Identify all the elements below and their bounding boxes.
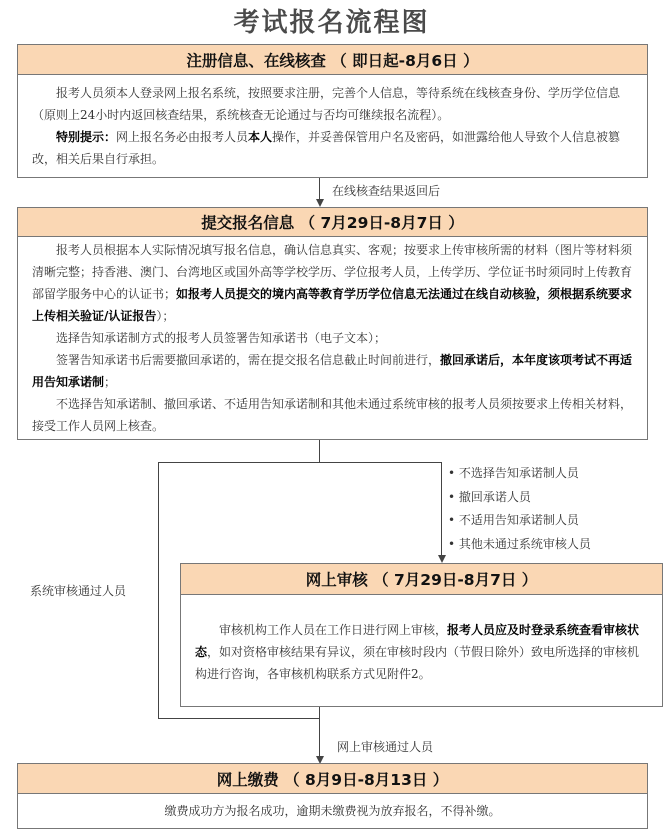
arrow-3-line	[319, 707, 320, 757]
special-note-bold: 本人	[248, 130, 273, 144]
step-payment-paragraph: 缴费成功方为报名成功，逾期未缴费视为放弃报名，不得补缴。	[164, 804, 501, 818]
arrow-1-line	[319, 178, 320, 200]
step-submit-header: 提交报名信息 （ 7月29日-8月7日 ）	[18, 208, 647, 237]
review-bold: 报考人员应及时登录系统查看审核状态	[195, 623, 640, 659]
submit-p3-end: ；	[104, 375, 117, 389]
branch-item: • 不选择告知承诺制人员	[448, 466, 579, 480]
step-submit-box	[17, 207, 648, 440]
step-register-special-note	[32, 126, 633, 170]
step-review-body	[181, 595, 662, 685]
page-title: 考试报名流程图	[233, 8, 430, 38]
branch-arrow-head	[438, 555, 446, 563]
step-review-header: 网上审核 （ 7月29日-8月7日 ）	[181, 564, 662, 595]
connector-left-vertical	[158, 462, 159, 719]
connector-left-bottom	[158, 718, 319, 719]
branch-list	[448, 462, 591, 556]
submit-p1-end: ）；	[156, 309, 175, 323]
step-submit-paragraph-1	[32, 239, 633, 327]
step-submit-paragraph-3	[32, 349, 633, 393]
arrow-3-label: 网上审核通过人员	[337, 740, 434, 754]
step-review-box	[180, 563, 663, 707]
step-review-paragraph	[195, 619, 648, 685]
review-end: ，如对资格审核结果有异议，须在审核时段内（节假日除外）致电所选择的审核机构进行咨询，各审核机构联系方式见附件2。	[195, 645, 640, 681]
submit-p3-bold: 撤回承诺后，本年度该项考试不再适用告知承诺制	[32, 353, 633, 389]
step-register-body	[18, 75, 647, 170]
left-branch-label: 系统审核通过人员	[30, 584, 127, 598]
connector-horizontal	[158, 462, 442, 463]
submit-p3-text: 签署告知承诺书后需要撤回承诺的，需在提交报名信息截止时间前进行，	[56, 353, 441, 367]
step-payment-box	[17, 763, 648, 829]
special-note-text-b: 操作，并妥善保管用户名及密码，如泄露给他人导致个人信息被篡改，相关后果自行承担。	[32, 130, 621, 166]
submit-p1-bold: 如报考人员提交的境内高等教育学历学位信息无法通过在线自动核验，须根据系统要求上传相关验证/认证报告	[32, 287, 633, 323]
branch-item: • 不适用告知承诺制人员	[448, 513, 579, 527]
step-payment-header: 网上缴费 （ 8月9日-8月13日 ）	[18, 764, 647, 794]
step-submit-paragraph-2: 选择告知承诺制方式的报考人员签署告知承诺书（电子文本）；	[56, 331, 387, 345]
step-submit-body	[18, 237, 647, 437]
submit-p1-text: 报考人员根据本人实际情况填写报名信息，确认信息真实、客观；按要求上传审核所需的材料（图片等材料须清晰完整；持香港、澳门、台湾地区或国外高等学校学历、学位报考人员，上传学历、学位证书时须同时上传教育部留学服务中心的认证书；	[32, 243, 633, 301]
arrow-1-label: 在线核查结果返回后	[332, 184, 441, 198]
step-submit-paragraph-4: 不选择告知承诺制、撤回承诺、不适用告知承诺制和其他未通过系统审核的报考人员须按要求上传相关材料，接受工作人员网上核查。	[32, 397, 633, 433]
step-register-header: 注册信息、在线核查 （ 即日起-8月6日 ）	[18, 45, 647, 75]
arrow-1-head	[316, 199, 324, 207]
step-register-paragraph: 报考人员须本人登录网上报名系统，按照要求注册，完善个人信息，等待系统在线核查身份、学历学位信息（原则上24小时内返回核查结果，系统核查无论通过与否均可继续报名流程）。	[32, 86, 621, 122]
review-text: 审核机构工作人员在工作日进行网上审核，	[219, 623, 448, 637]
special-note-text-a: 网上报名务必由报考人员	[116, 130, 249, 144]
branch-item: • 撤回承诺人员	[448, 489, 531, 504]
connector-down-from-submit	[319, 440, 320, 462]
step-register-box	[17, 44, 648, 178]
step-payment-body	[18, 794, 647, 822]
branch-item: • 其他未通过系统审核人员	[448, 536, 591, 551]
special-note-label: 特别提示：	[56, 130, 117, 144]
connector-right-vertical	[441, 462, 442, 556]
